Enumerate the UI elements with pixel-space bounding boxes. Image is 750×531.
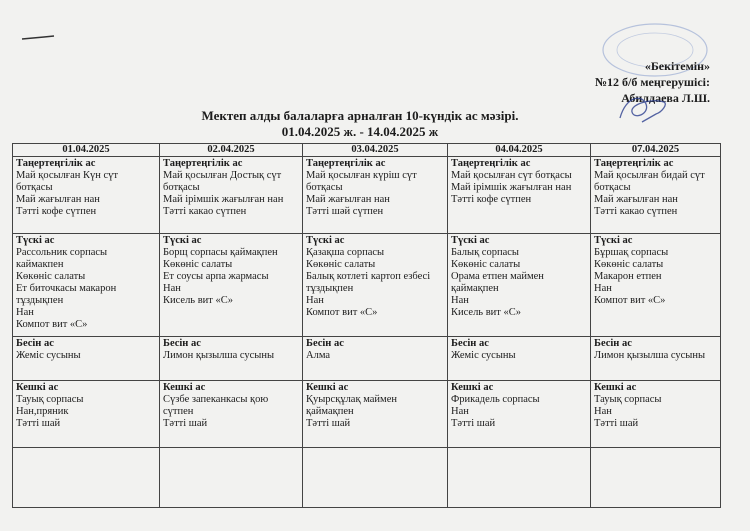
meal-title: Бесін ас — [451, 338, 489, 349]
signature-icon — [612, 88, 672, 128]
menu-item: Ет соусы арпа жармасы — [163, 271, 269, 282]
menu-item: Май қосылған Достық сүт ботқасы — [163, 170, 282, 193]
dinner-cell — [303, 381, 448, 448]
breakfast-row — [13, 157, 721, 234]
empty-cell — [13, 448, 160, 508]
menu-item: Сүзбе запеканкасы қою сүтпен — [163, 394, 269, 417]
menu-item: Нан — [451, 295, 469, 306]
meal-title: Түскі ас — [16, 235, 55, 246]
menu-item: Май жағылған нан — [594, 194, 678, 205]
snack-cell — [160, 337, 303, 381]
approval-line-2: №12 б/б меңгерушісі: — [594, 75, 710, 89]
menu-item: Бұршақ сорпасы — [594, 247, 669, 258]
approval-line-3: Абилдаева Л.Ш. — [621, 91, 710, 105]
menu-item: Май ірімшік жағылған нан — [451, 182, 572, 193]
dinner-cell — [591, 381, 721, 448]
lunch-cell — [13, 234, 160, 337]
menu-item: Нан — [451, 406, 469, 417]
menu-item: Май жағылған нан — [16, 194, 100, 205]
menu-item: Тәтті шай — [16, 418, 61, 429]
date-header: 07.04.2025 — [591, 144, 721, 157]
meal-title: Таңертеңгілік ас — [451, 158, 531, 169]
meal-title: Бесін ас — [163, 338, 201, 349]
menu-item: Рассольник сорпасы каймакпен — [16, 247, 108, 270]
menu-item: Қуырсқұлақ маймен қаймақпен — [306, 394, 397, 417]
menu-item: Компот вит «С» — [594, 295, 666, 306]
menu-item: Көкөніс салаты — [163, 259, 233, 270]
lunch-cell — [591, 234, 721, 337]
menu-item: Компот вит «С» — [306, 307, 378, 318]
menu-table — [12, 143, 721, 508]
menu-item: Нан — [163, 283, 181, 294]
breakfast-cell — [13, 157, 160, 234]
menu-item: Компот вит «С» — [16, 319, 88, 330]
menu-item: Балық котлеті картоп езбесі тұздықпен — [306, 271, 431, 294]
empty-row — [13, 448, 721, 508]
menu-item: Тәтті кофе сүтпен — [16, 206, 97, 217]
lunch-cell — [160, 234, 303, 337]
menu-item: Тәтті какао сүтпен — [163, 206, 247, 217]
meal-title: Бесін ас — [16, 338, 54, 349]
meal-title: Таңертеңгілік ас — [594, 158, 674, 169]
breakfast-cell — [448, 157, 591, 234]
title-line-2: 01.04.2025 ж. - 14.04.2025 ж — [281, 124, 439, 139]
menu-item: Тәтті кофе сүтпен — [451, 194, 532, 205]
breakfast-cell — [303, 157, 448, 234]
dinner-row — [13, 381, 721, 448]
approval-line-1: «Бекітемін» — [644, 59, 710, 73]
menu-item: Кисель вит «С» — [451, 307, 522, 318]
menu-item: Тәтті шай — [163, 418, 208, 429]
menu-item: Нан — [594, 283, 612, 294]
snack-cell — [448, 337, 591, 381]
menu-item: Тауық сорпасы — [16, 394, 84, 405]
meal-title: Бесін ас — [594, 338, 632, 349]
menu-item: Көкөніс салаты — [594, 259, 664, 270]
menu-item: Ет биточкасы макарон тұздықпен — [16, 283, 117, 306]
menu-item: Май қосылған бидай сүт ботқасы — [594, 170, 705, 193]
snack-row — [13, 337, 721, 381]
menu-item: Тәтті шай — [451, 418, 496, 429]
meal-title: Кешкі ас — [306, 382, 349, 393]
dinner-cell — [13, 381, 160, 448]
menu-item: Тәтті шәй сүтпен — [306, 206, 384, 217]
snack-cell — [303, 337, 448, 381]
lunch-cell — [448, 234, 591, 337]
date-header-row — [13, 144, 721, 157]
meal-title: Кешкі ас — [594, 382, 637, 393]
menu-item: Кисель вит «С» — [163, 295, 234, 306]
menu-item: Нан,пряник — [16, 406, 69, 417]
dinner-cell — [448, 381, 591, 448]
meal-title: Бесін ас — [306, 338, 344, 349]
menu-item: Лимон қызылша сусыны — [594, 350, 706, 361]
menu-item: Май жағылған нан — [306, 194, 390, 205]
menu-item: Лимон қызылша сусыны — [163, 350, 275, 361]
menu-item: Фрикадель сорпасы — [451, 394, 540, 405]
date-header: 02.04.2025 — [160, 144, 303, 157]
meal-title: Кешкі ас — [163, 382, 206, 393]
menu-item: Нан — [594, 406, 612, 417]
breakfast-cell — [591, 157, 721, 234]
empty-cell — [303, 448, 448, 508]
menu-item: Нан — [16, 307, 34, 318]
title-line-1: Мектеп алды балаларға арналған 10-күндік ас мәзірі. — [201, 108, 519, 123]
menu-item: Тәтті шай — [594, 418, 639, 429]
snack-cell — [591, 337, 721, 381]
empty-cell — [591, 448, 721, 508]
meal-title: Кешкі ас — [451, 382, 494, 393]
lunch-cell — [303, 234, 448, 337]
menu-item: Алма — [306, 350, 331, 361]
menu-item: Көкөніс салаты — [451, 259, 521, 270]
meal-title: Түскі ас — [163, 235, 202, 246]
empty-cell — [448, 448, 591, 508]
menu-item: Көкөніс салаты — [16, 271, 86, 282]
meal-title: Түскі ас — [451, 235, 490, 246]
menu-item: Май қосылған сүт ботқасы — [451, 170, 572, 181]
menu-item: Май қосылған Күн сүт ботқасы — [16, 170, 119, 193]
menu-item: Орама етпен маймен қаймақпен — [451, 271, 544, 294]
menu-item: Жеміс сусыны — [451, 350, 516, 361]
meal-title: Түскі ас — [306, 235, 345, 246]
menu-item: Макарон етпен — [594, 271, 662, 282]
date-header: 04.04.2025 — [448, 144, 591, 157]
menu-item: Нан — [306, 295, 324, 306]
empty-cell — [160, 448, 303, 508]
meal-title: Таңертеңгілік ас — [16, 158, 96, 169]
menu-item: Май қосылған күріш сүт ботқасы — [306, 170, 417, 193]
date-header: 03.04.2025 — [303, 144, 448, 157]
menu-item: Тәтті какао сүтпен — [594, 206, 678, 217]
menu-item: Қазақша сорпасы — [306, 247, 385, 258]
date-header: 01.04.2025 — [13, 144, 160, 157]
menu-item: Балық сорпасы — [451, 247, 519, 258]
breakfast-cell — [160, 157, 303, 234]
menu-item: Көкөніс салаты — [306, 259, 376, 270]
menu-item: Май ірімшік жағылған нан — [163, 194, 284, 205]
meal-title: Түскі ас — [594, 235, 633, 246]
snack-cell — [13, 337, 160, 381]
page-title — [150, 108, 570, 140]
pen-mark — [20, 34, 56, 42]
meal-title: Кешкі ас — [16, 382, 59, 393]
menu-item: Жеміс сусыны — [16, 350, 81, 361]
menu-item: Тәтті шай — [306, 418, 351, 429]
menu-item: Тауық сорпасы — [594, 394, 662, 405]
lunch-row — [13, 234, 721, 337]
dinner-cell — [160, 381, 303, 448]
menu-item: Борщ сорпасы қаймақпен — [163, 247, 278, 258]
meal-title: Таңертеңгілік ас — [306, 158, 386, 169]
meal-title: Таңертеңгілік ас — [163, 158, 243, 169]
